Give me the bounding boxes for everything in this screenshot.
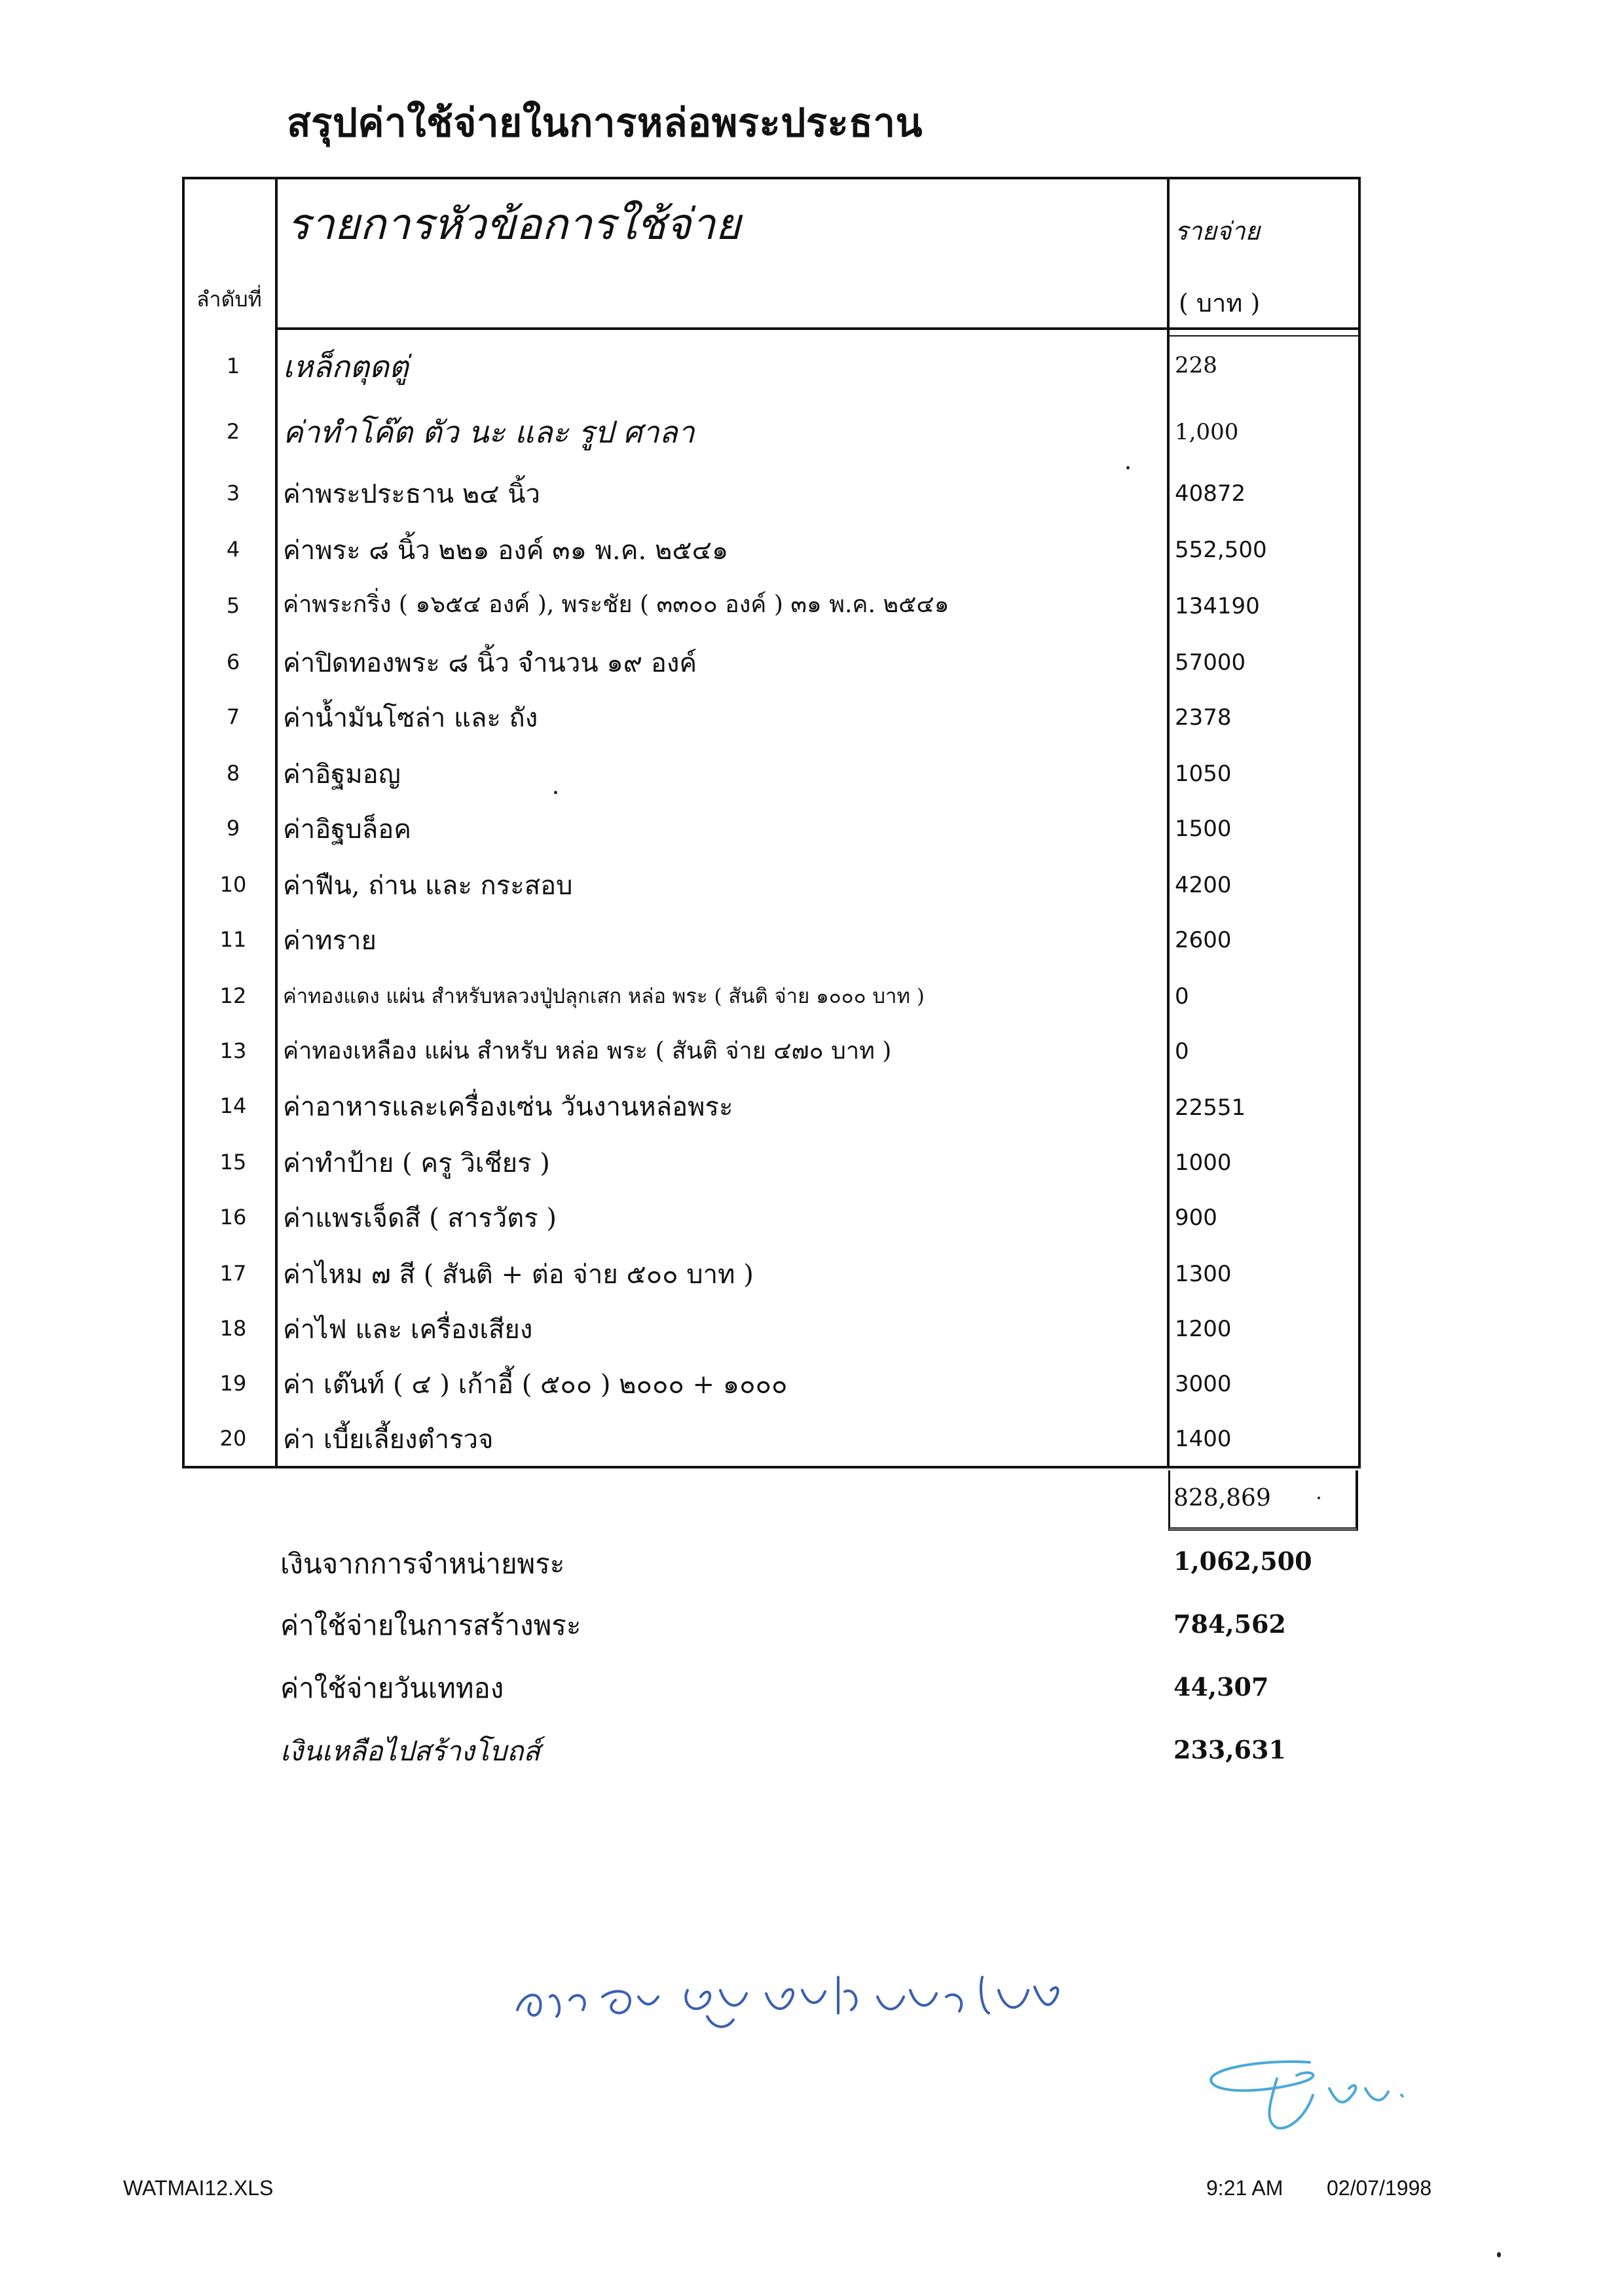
row-description: ค่าทองเหลือง แผ่น สำหรับ หล่อ พระ ( สันติ จ่าย ๔๗๐ บาท ) [283, 1038, 892, 1065]
row-number: 14 [219, 1093, 247, 1118]
row-description: ค่าอิฐมอญ [283, 759, 401, 790]
row-amount: 1000 [1175, 1150, 1232, 1176]
row-amount: 3000 [1175, 1371, 1232, 1397]
row-description: ค่าอิฐบล็อค [283, 814, 411, 845]
row-number: 4 [226, 537, 240, 562]
row-number: 17 [219, 1261, 247, 1286]
scan-speck [1497, 2252, 1501, 2257]
footer-filename: WATMAI12.XLS [123, 2176, 274, 2200]
header-item-column: รายการหัวข้อการใช้จ่าย [287, 199, 741, 249]
row-description: ค่าปิดทองพระ ๘ นิ้ว จำนวน ๑๙ องค์ [283, 648, 697, 678]
row-number: 16 [219, 1205, 247, 1230]
scan-speck [1318, 1497, 1320, 1499]
row-amount: 228 [1175, 352, 1217, 378]
row-number: 10 [219, 872, 247, 897]
row-amount: 2378 [1175, 704, 1232, 731]
summary-value-casting-day: 44,307 [1173, 1672, 1269, 1702]
row-amount: 1400 [1175, 1426, 1232, 1452]
header-separator-inner [1170, 335, 1359, 337]
row-number: 1 [226, 354, 240, 378]
row-number: 20 [219, 1426, 247, 1451]
scan-speck [1126, 466, 1130, 469]
scan-speck [554, 791, 557, 794]
row-description: ค่าทองแดง แผ่น สำหรับหลวงปู่ปลุกเสก หล่อ พระ ( สันติ จ่าย ๑๐๐๐ บาท ) [283, 985, 925, 1008]
row-number: 15 [219, 1150, 247, 1175]
row-amount: 552,500 [1175, 537, 1267, 563]
summary-label-sales: เงินจากการจำหน่ายพระ [280, 1548, 565, 1580]
row-number: 6 [226, 649, 240, 674]
row-amount: 1,000 [1175, 419, 1239, 445]
row-amount: 1050 [1175, 761, 1232, 787]
row-amount: 2600 [1175, 927, 1232, 953]
row-description: ค่าทำโค๊ต ตัว นะ และ รูป ศาลา [283, 414, 695, 450]
document-title: สรุปค่าใช้จ่ายในการหล่อพระประธาน [287, 100, 923, 146]
initials-signature [1198, 2049, 1500, 2141]
row-amount: 57000 [1175, 649, 1246, 676]
row-description: ค่าไหม ๗ สี ( สันติ + ต่อ จ่าย ๕๐๐ บาท ) [283, 1260, 754, 1290]
row-number: 7 [226, 704, 240, 729]
row-number: 12 [219, 983, 247, 1008]
header-unit: ( บาท ) [1179, 289, 1261, 318]
row-number: 13 [219, 1038, 247, 1063]
summary-value-remaining: 233,631 [1173, 1735, 1286, 1764]
summary-label-casting-day: ค่าใช้จ่ายวันเททอง [280, 1672, 504, 1704]
row-amount: 0 [1175, 1038, 1189, 1065]
row-amount: 1200 [1175, 1316, 1232, 1342]
row-description: ค่าอาหารและเครื่องเซ่น วันงานหล่อพระ [283, 1092, 733, 1122]
row-number: 5 [226, 593, 240, 618]
row-description: ค่าทราย [283, 926, 377, 956]
row-description: ค่า เต๊นท์ ( ๔ ) เก้าอี้ ( ๕๐๐ ) ๒๐๐๐ + ๑๐๐๐ [283, 1370, 788, 1400]
row-description: ค่าไฟ และ เครื่องเสียง [283, 1315, 533, 1345]
total-amount: 828,869 [1173, 1485, 1271, 1512]
row-number: 9 [226, 816, 240, 841]
row-description: ค่าแพรเจ็ดสี ( สารวัตร ) [283, 1203, 557, 1233]
row-amount: 1500 [1175, 816, 1232, 842]
row-amount: 900 [1175, 1205, 1217, 1231]
row-number: 2 [226, 419, 240, 444]
row-description: เหล็กตุดตู่ [283, 349, 409, 384]
column-divider-amount [1167, 177, 1170, 1468]
row-amount: 4200 [1175, 872, 1232, 898]
row-description: ค่า เบี้ยเลี้ยงตำรวจ [283, 1425, 494, 1455]
summary-label-build-cost: ค่าใช้จ่ายในการสร้างพระ [280, 1609, 581, 1641]
footer-date: 02/07/1998 [1327, 2176, 1432, 2200]
summary-label-remaining: เงินเหลือไปสร้างโบถส์ [280, 1735, 540, 1767]
header-number-column: ลำดับที่ [196, 287, 262, 312]
row-number: 18 [219, 1316, 247, 1341]
row-amount: 1300 [1175, 1261, 1232, 1287]
footer-time: 9:21 AM [1206, 2176, 1283, 2200]
summary-value-build-cost: 784,562 [1173, 1609, 1286, 1639]
row-amount: 0 [1175, 983, 1189, 1010]
row-description: ค่าพระ ๘ นิ้ว ๒๒๑ องค์ ๓๑ พ.ค. ๒๕๔๑ [283, 536, 729, 566]
row-amount: 40872 [1175, 481, 1246, 507]
header-separator [275, 327, 1361, 330]
row-description: ค่าพระกริ่ง ( ๑๖๕๔ องค์ ), พระชัย ( ๓๓๐๐ องค์ ) ๓๑ พ.ค. ๒๕๔๑ [283, 591, 950, 618]
row-amount: 22551 [1175, 1095, 1246, 1121]
row-description: ค่าพระประธาน ๒๔ นิ้ว [283, 479, 541, 509]
summary-value-sales: 1,062,500 [1173, 1546, 1312, 1576]
row-amount: 134190 [1175, 593, 1260, 619]
handwritten-signature [511, 1951, 1100, 2043]
row-description: ค่าน้ำมันโซล่า และ ถัง [283, 703, 538, 733]
row-number: 19 [219, 1371, 247, 1396]
row-number: 11 [219, 927, 247, 952]
column-divider-no [275, 177, 278, 1468]
row-description: ค่าทำป้าย ( ครู วิเชียร ) [283, 1148, 550, 1178]
header-amount-column: รายจ่าย [1175, 217, 1260, 246]
row-number: 8 [226, 761, 240, 786]
row-description: ค่าฟืน, ถ่าน และ กระสอบ [283, 871, 573, 901]
row-number: 3 [226, 481, 240, 505]
